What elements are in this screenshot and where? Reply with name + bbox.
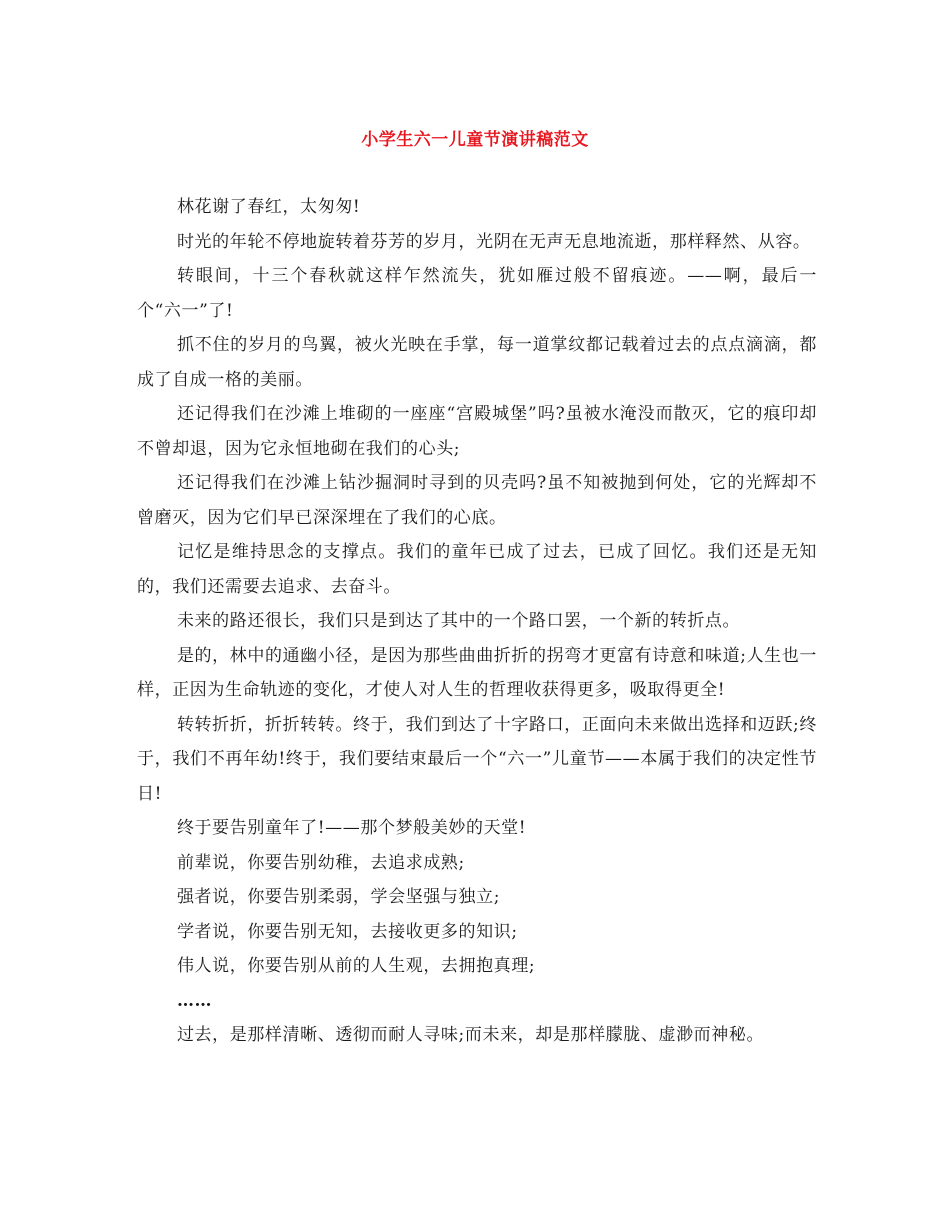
paragraph: 还记得我们在沙滩上钻沙掘洞时寻到的贝壳吗?虽不知被抛到何处，它的光辉却不曾磨灭，因为它们早已深深埋在了我们的心底。 bbox=[137, 473, 817, 528]
document-body bbox=[137, 190, 817, 1053]
paragraph: 还记得我们在沙滩上堆砌的一座座“宫殿城堡”吗?虽被水淹没而散灭，它的痕印却不曾却退，因为它永恒地砌在我们的心头; bbox=[137, 404, 817, 459]
paragraph: 转眼间，十三个春秋就这样乍然流失，犹如雁过般不留痕迹。——啊，最后一个“六一”了! bbox=[137, 266, 817, 321]
paragraph: 终于要告别童年了!——那个梦般美妙的天堂! bbox=[176, 818, 527, 838]
paragraph: 抓不住的岁月的鸟翼，被火光映在手掌，每一道掌纹都记载着过去的点点滴滴，都成了自成一格的美丽。 bbox=[137, 335, 817, 390]
paragraph: 学者说，你要告别无知，去接收更多的知识; bbox=[176, 921, 518, 942]
document-title: 小学生六一儿童节演讲稿范文 bbox=[361, 130, 589, 150]
paragraph: 是的，林中的通幽小径，是因为那些曲曲折折的拐弯才更富有诗意和味道;人生也一样，正因为生命轨迹的变化，才使人对人生的哲理收获得更多，吸取得更全! bbox=[137, 645, 817, 700]
paragraph: 转转折折，折折转转。终于，我们到达了十字路口，正面向未来做出选择和迈跃;终于，我们不再年幼!终于，我们要结束最后一个“六一”儿童节——本属于我们的决定性节日! bbox=[137, 714, 817, 804]
paragraph: 林花谢了春红，太匆匆! bbox=[176, 197, 361, 217]
paragraph: 记忆是维持思念的支撑点。我们的童年已成了过去，已成了回忆。我们还是无知的，我们还需要去追求、去奋斗。 bbox=[137, 542, 817, 597]
paragraph: 强者说，你要告别柔弱，学会坚强与独立; bbox=[176, 887, 501, 907]
paragraph: 伟人说，你要告别从前的人生观，去拥抱真理; bbox=[176, 956, 536, 976]
paragraph: 时光的年轮不停地旋转着芬芳的岁月，光阴在无声无息地流逝，那样释然、从容。 bbox=[176, 231, 811, 252]
paragraph: 未来的路还很长，我们只是到达了其中的一个路口罢，一个新的转折点。 bbox=[176, 611, 741, 631]
ellipsis-line: …… bbox=[176, 990, 213, 1011]
paragraph: 过去，是那样清晰、透彻而耐人寻味;而未来，却是那样朦胧、虚渺而神秘。 bbox=[176, 1025, 765, 1045]
paragraph: 前辈说，你要告别幼稚，去追求成熟; bbox=[176, 852, 465, 873]
